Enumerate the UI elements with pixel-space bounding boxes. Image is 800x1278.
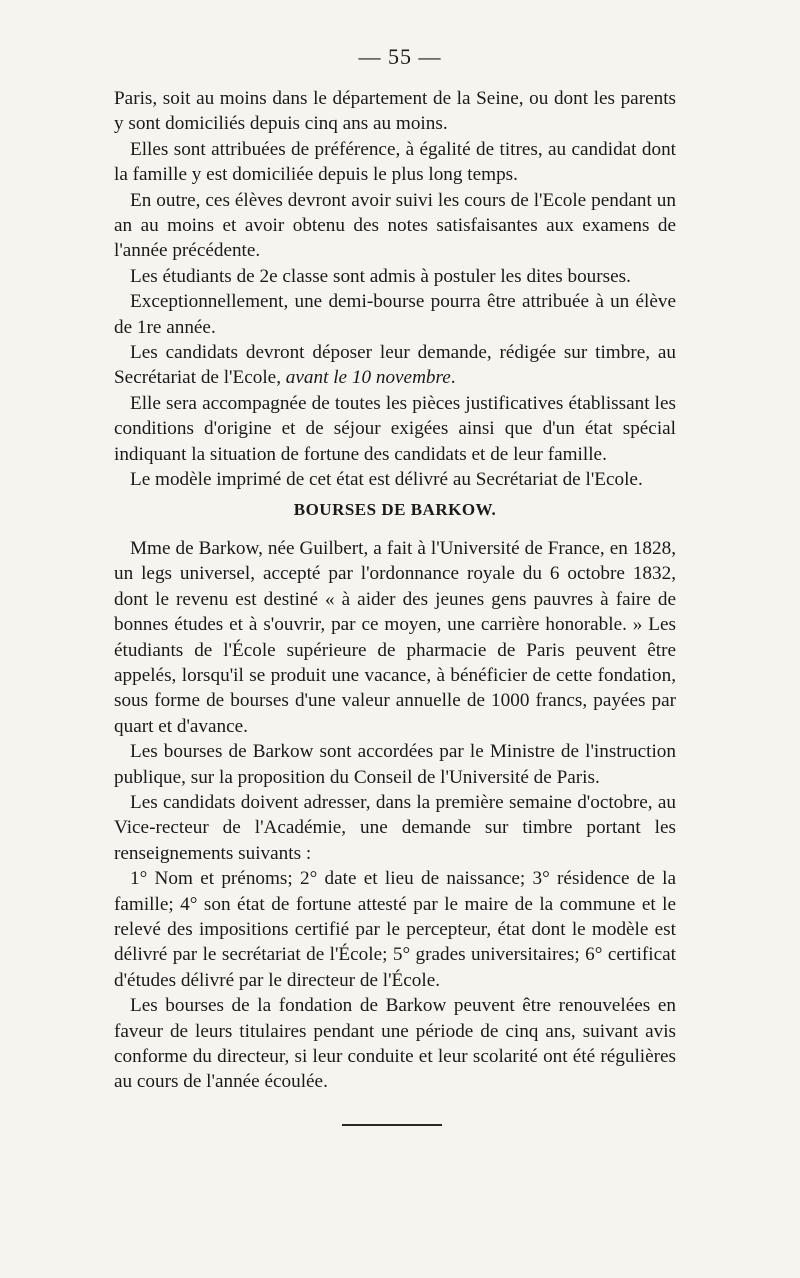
paragraph-deadline [114, 340, 676, 391]
paragraph: Les bourses de la fondation de Barkow peuvent être renouvelées en faveur de leurs titulaires pendant une période de cinq ans, suivant avis conforme du directeur, si leur conduite et leur scolarité ont été régulières au cours de l'année écoulée. [114, 995, 676, 1093]
paragraph: Elle sera accompagnée de toutes les pièces justificatives établissant les conditions d'origine et de séjour exigées ainsi que d'un état spécial indiquant la situation de fortune des candidats et de leur famille. [114, 392, 676, 465]
body-text [114, 86, 676, 1095]
page-number: — 55 — [358, 44, 442, 69]
paragraph: Paris, soit au moins dans le département de la Seine, ou dont les parents y sont domiciliés depuis cinq ans au moins. [114, 88, 676, 135]
paragraph: Les étudiants de 2e classe sont admis à postuler les dites bourses. [130, 265, 631, 287]
deadline-text: Les candidats devront déposer leur demande, rédigée sur timbre, au Secrétariat de l'Ecole, [114, 342, 676, 389]
deadline-end: . [450, 367, 456, 389]
paragraph: Elles sont attribuées de préférence, à égalité de titres, au candidat dont la famille y est domiciliée depuis le plus long temps. [114, 138, 676, 186]
paragraph: 1° Nom et prénoms; 2° date et lieu de naissance; 3° résidence de la famille; 4° son état de fortune attesté par le maire de la commune et le relevé des impositions certifié par le percepteur, état dont le modèle est délivré par le secrétariat de l'École; 5° grades universitaires; 6° certificat d'études délivré par le directeur de l'École. [114, 868, 676, 991]
paragraph: Les candidats doivent adresser, dans la première semaine d'octobre, au Vice-recteur de l'Académie, une demande sur timbre portant les renseignements suivants : [114, 791, 676, 864]
paragraph: En outre, ces élèves devront avoir suivi les cours de l'Ecole pendant un an au moins et avoir obtenu des notes satisfaisantes aux examens de l'année précédente. [114, 189, 676, 262]
section-heading: BOURSES DE BARKOW. [293, 499, 497, 519]
paragraph: Le modèle imprimé de cet état est délivré au Secrétariat de l'Ecole. [130, 469, 643, 491]
paragraph: Les bourses de Barkow sont accordées par le Ministre de l'instruction publique, sur la proposition du Conseil de l'Université de Paris. [114, 741, 676, 788]
end-rule-divider [342, 1124, 442, 1126]
paragraph: Mme de Barkow, née Guilbert, a fait à l'Université de France, en 1828, un legs universel, accepté par l'ordonnance royale du 6 octobre 1832, dont le revenu est destiné « à aider des jeunes gens pauvres à faire de bonnes études et à s'ouvrir, par ce moyen, une carrière honorable. » Les étudiants de l'École supérieure de pharmacie de Paris peuvent être appelés, lorsqu'il se produit une vacance, à bénéficier de cette fondation, sous forme de bourses d'une valeur annuelle de 1000 francs, payées par quart et d'avance. [114, 537, 676, 737]
paragraph: Exceptionnellement, une demi-bourse pourra être attribuée à un élève de 1re année. [114, 291, 676, 338]
deadline-emphasis: avant le 10 novembre [285, 367, 451, 389]
